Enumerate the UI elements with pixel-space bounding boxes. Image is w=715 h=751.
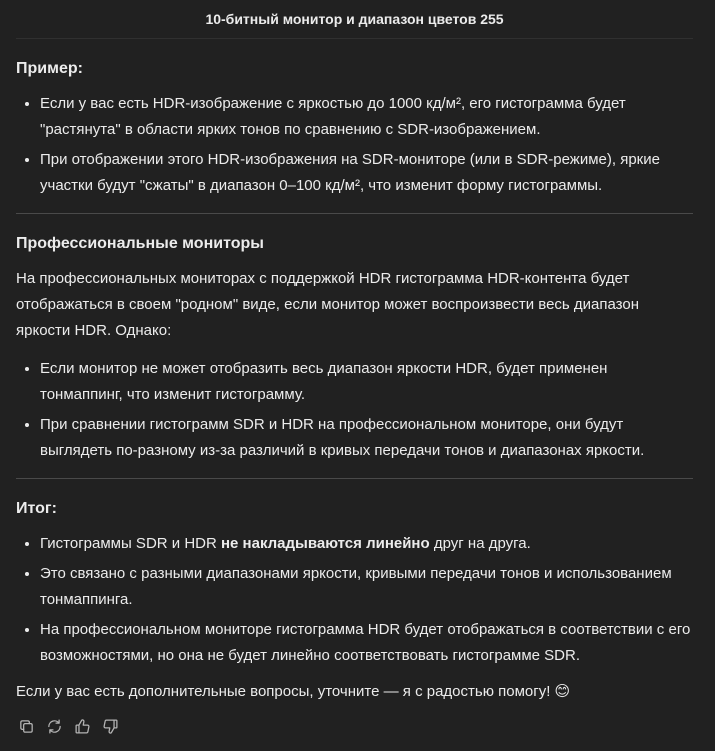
heading-pro-monitors: Профессиональные мониторы [16,235,264,252]
pro-list [16,356,693,464]
summary-bold-text: не накладываются линейно [220,535,430,552]
closing-paragraph [16,679,693,705]
regenerate-icon[interactable] [45,717,63,735]
list-item: • Если монитор не может отобразить весь диапазон яркости HDR, будет применен тонмаппинг, что изменит гистограмму. [40,356,693,408]
heading-summary: Итог: [16,500,57,517]
list-item: • При отображении этого HDR-изображения на SDR-мониторе (или в SDR-режиме), яркие участки будут "сжаты" в диапазон 0–100 кд/м², что изменит форму гистограммы. [40,147,693,199]
conversation-title-bar [16,0,693,39]
assistant-message [0,57,715,735]
thumbs-down-icon[interactable] [101,717,119,735]
smile-emoji: 😊 [554,683,571,700]
thumbs-up-icon[interactable] [73,717,91,735]
summary-text-before: Гистограммы SDR и HDR [40,535,221,552]
conversation-title: 10-битный монитор и диапазон цветов 255 [205,11,504,27]
message-actions [16,717,693,735]
closing-text: Если у вас есть дополнительные вопросы, уточните — я с радостью помогу! [16,683,551,700]
list-item: • При сравнении гистограмм SDR и HDR на профессиональном мониторе, они будут выглядеть по-разному из-за различий в кривых передачи тонов и диапазонах яркости. [40,412,693,464]
example-list [16,91,693,199]
summary-list [16,531,693,669]
divider [16,213,693,214]
summary-text-after: друг на друга. [429,535,531,552]
divider [16,478,693,479]
list-item: • Если у вас есть HDR-изображение с яркостью до 1000 кд/м², его гистограмма будет "растянута" в области ярких тонов по сравнению с SDR-изображением. [40,91,693,143]
list-item: • На профессиональном мониторе гистограмма HDR будет отображаться в соответствии с его возможностями, но она не будет линейно соответствовать гистограмме SDR. [40,617,693,669]
list-item [40,531,693,557]
list-item: • Это связано с разными диапазонами яркости, кривыми передачи тонов и использованием тонмаппинга. [40,561,693,613]
paragraph-pro-monitors: На профессиональных мониторах с поддержкой HDR гистограмма HDR-контента будет отображаться в своем "родном" виде, если монитор может воспроизвести весь диапазон яркости HDR. Однако: [16,270,640,339]
heading-example: Пример: [16,60,83,77]
copy-icon[interactable] [17,717,35,735]
